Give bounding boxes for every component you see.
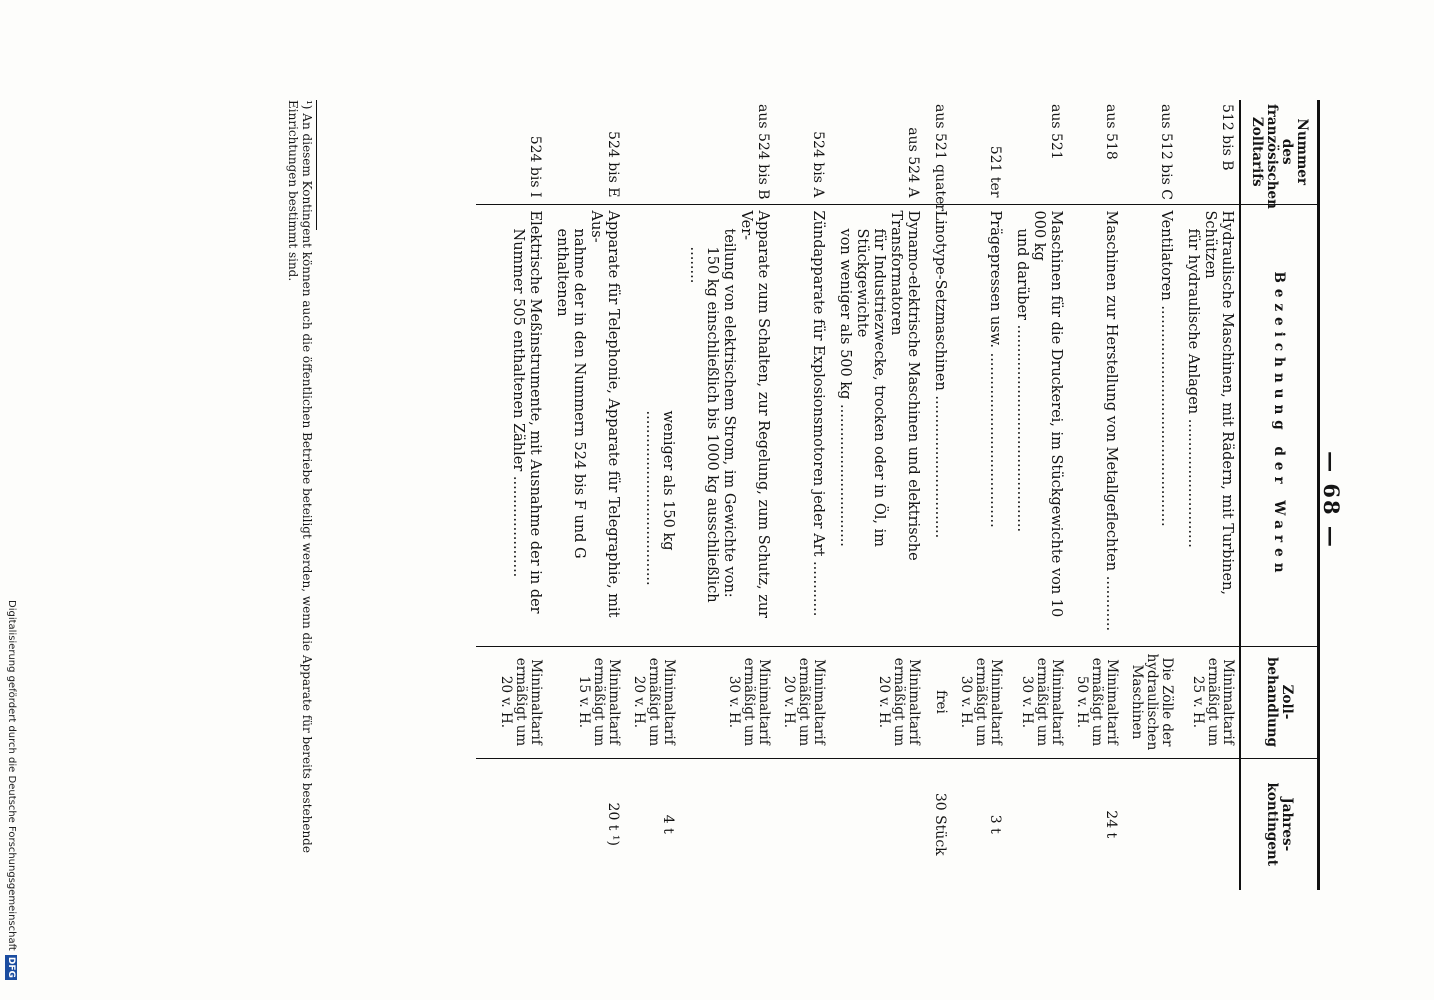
tariff-number: 524 bis A: [810, 131, 826, 198]
header-number: Nummer des französischen Zolltarifs: [1249, 104, 1310, 209]
customs-treatment: Minimaltarif ermäßigt um 30 v. H.: [952, 646, 1007, 758]
description-line: teilung von elektrischem Strom, im Gewichte von:: [721, 228, 737, 598]
footnote-divider: [316, 100, 317, 230]
tariff-number: 521 ter: [987, 145, 1003, 198]
table-row: [925, 100, 952, 890]
description-line: Ventilatoren ................................................: [1158, 210, 1174, 527]
description-line: nahme der in den Nummern 524 bis F und G enthaltenen: [554, 228, 587, 559]
tariff-number: aus 521: [1048, 104, 1064, 160]
annual-quota: [1123, 758, 1178, 890]
description-line: und darüber .............................................: [1014, 228, 1030, 533]
description-line: Linotype-Setzmaschinen ...............................: [932, 210, 948, 539]
footnote: ¹) An diesem Kontingent können auch die öffentlichen Betriebe beteiligt werden, wenn die Apparate für bereits bestehende Einrichtungen bestimmt sind.: [286, 100, 314, 853]
tariff-number: 512 bis B: [1219, 104, 1235, 171]
annual-quota: 3 t: [952, 758, 1007, 890]
tariff-number: 524 bis I: [527, 135, 543, 198]
tariff-number: 524 bis E: [605, 131, 621, 198]
table-row: [1068, 100, 1123, 890]
customs-treatment: Minimaltarif ermäßigt um 25 v. H.: [1178, 646, 1240, 758]
description-line: 150 kg einschließlich bis 1000 kg ausschließlich ........: [687, 246, 720, 603]
description-line: Maschinen zur Herstellung von Metallgeflechten ............: [1103, 210, 1119, 632]
annual-quota: [1007, 758, 1068, 890]
annual-quota: 30 Stück: [925, 758, 952, 890]
goods-description: [1068, 204, 1123, 646]
table-row: [1007, 100, 1068, 890]
annual-quota: [775, 758, 830, 890]
customs-treatment: Minimaltarif ermäßigt um 20 v. H.: [775, 646, 830, 758]
annual-quota: [830, 758, 925, 890]
customs-treatment: Minimaltarif ermäßigt um 20 v. H.: [625, 646, 680, 758]
table-row: [1178, 100, 1240, 890]
description-line: Hydraulische Maschinen, mit Rädern, mit Turbinen, Schützen: [1202, 210, 1235, 596]
description-line: Elektrische Meßinstrumente, mit Ausnahme der in der: [527, 210, 543, 614]
customs-treatment: frei: [925, 646, 952, 758]
customs-treatment: Minimaltarif ermäßigt um 15 v. H.: [547, 646, 625, 758]
description-line: Zündapparate für Explosionsmotoren jeder Art ............: [810, 210, 826, 617]
description-line: Apparate für Telephonie, Apparate für Telegraphie, mit Aus-: [588, 210, 621, 618]
table-header-row: [1240, 100, 1319, 890]
tariff-number: aus 524 bis B: [755, 104, 771, 200]
table-row: [830, 100, 925, 890]
tariff-table: [476, 100, 1320, 890]
customs-treatment: Die Zölle der hydraulischen Maschinen: [1123, 646, 1178, 758]
annual-quota: 4 t: [625, 758, 680, 890]
tariff-number: [625, 100, 680, 204]
table-row: [1123, 100, 1178, 890]
description-line: Apparate zum Schalten, zur Regelung, zum Schutz, zur Ver-: [738, 210, 771, 619]
goods-description: [925, 204, 952, 646]
goods-description: [476, 204, 547, 646]
digitization-text: Digitalisierung gefördert durch die Deutsche Forschungsgemeinschaft: [6, 600, 17, 951]
header-quota: Jahres-kontingent: [1240, 758, 1319, 890]
table-row: [680, 100, 775, 890]
description-line: Prägepressen usw. ......................................: [987, 210, 1003, 528]
annual-quota: [680, 758, 775, 890]
rotated-page-content: [110, 100, 1344, 900]
header-description: Bezeichnung der Waren: [1240, 204, 1319, 646]
annual-quota: [1178, 758, 1240, 890]
goods-description: [952, 204, 1007, 646]
goods-description: [830, 204, 925, 646]
customs-treatment: Minimaltarif ermäßigt um 50 v. H.: [1068, 646, 1123, 758]
customs-treatment: Minimaltarif ermäßigt um 20 v. H.: [830, 646, 925, 758]
description-line: von weniger als 500 kg ...............................: [837, 228, 853, 547]
table-row: [775, 100, 830, 890]
description-line: für Industriezwecke, trocken oder in Öl, im Stückgewichte: [854, 228, 887, 547]
goods-description: [1007, 204, 1068, 646]
dfg-logo: DFG: [6, 956, 16, 978]
goods-description: [775, 204, 830, 646]
table-row: [547, 100, 625, 890]
customs-treatment: Minimaltarif ermäßigt um 30 v. H.: [680, 646, 775, 758]
table-row: [952, 100, 1007, 890]
page-number: — 68 —: [1319, 451, 1344, 549]
description-line: Dynamo-elektrische Maschinen und elektrische Transformatoren: [888, 210, 921, 561]
tariff-number: aus 518: [1103, 104, 1119, 160]
goods-description: [680, 204, 775, 646]
description-line: weniger als 150 kg ......................................: [643, 410, 676, 586]
digitization-note: [2, 600, 20, 992]
goods-description: [547, 204, 625, 646]
table-row: [625, 100, 680, 890]
goods-description: [625, 204, 680, 646]
goods-description: [1178, 204, 1240, 646]
annual-quota: 20 t ¹): [547, 758, 625, 890]
description-line: für hydraulische Anlagen ............................: [1185, 228, 1201, 548]
tariff-number: aus 524 A: [905, 127, 921, 198]
description-line: Maschinen für die Druckerei, im Stückgewichte von 10 000 kg: [1031, 210, 1064, 618]
customs-treatment: Minimaltarif ermäßigt um 30 v. H.: [1007, 646, 1068, 758]
table-row: [476, 100, 547, 890]
description-line: Nummer 505 enthaltenen Zähler ......................: [510, 228, 526, 578]
goods-description: [1123, 204, 1178, 646]
customs-treatment: Minimaltarif ermäßigt um 20 v. H.: [476, 646, 547, 758]
annual-quota: 24 t: [1068, 758, 1123, 890]
annual-quota: [476, 758, 547, 890]
header-treatment: Zoll-behandlung: [1240, 646, 1319, 758]
tariff-number: aus 512 bis C: [1158, 104, 1174, 200]
tariff-number: aus 521 quater: [932, 104, 948, 212]
